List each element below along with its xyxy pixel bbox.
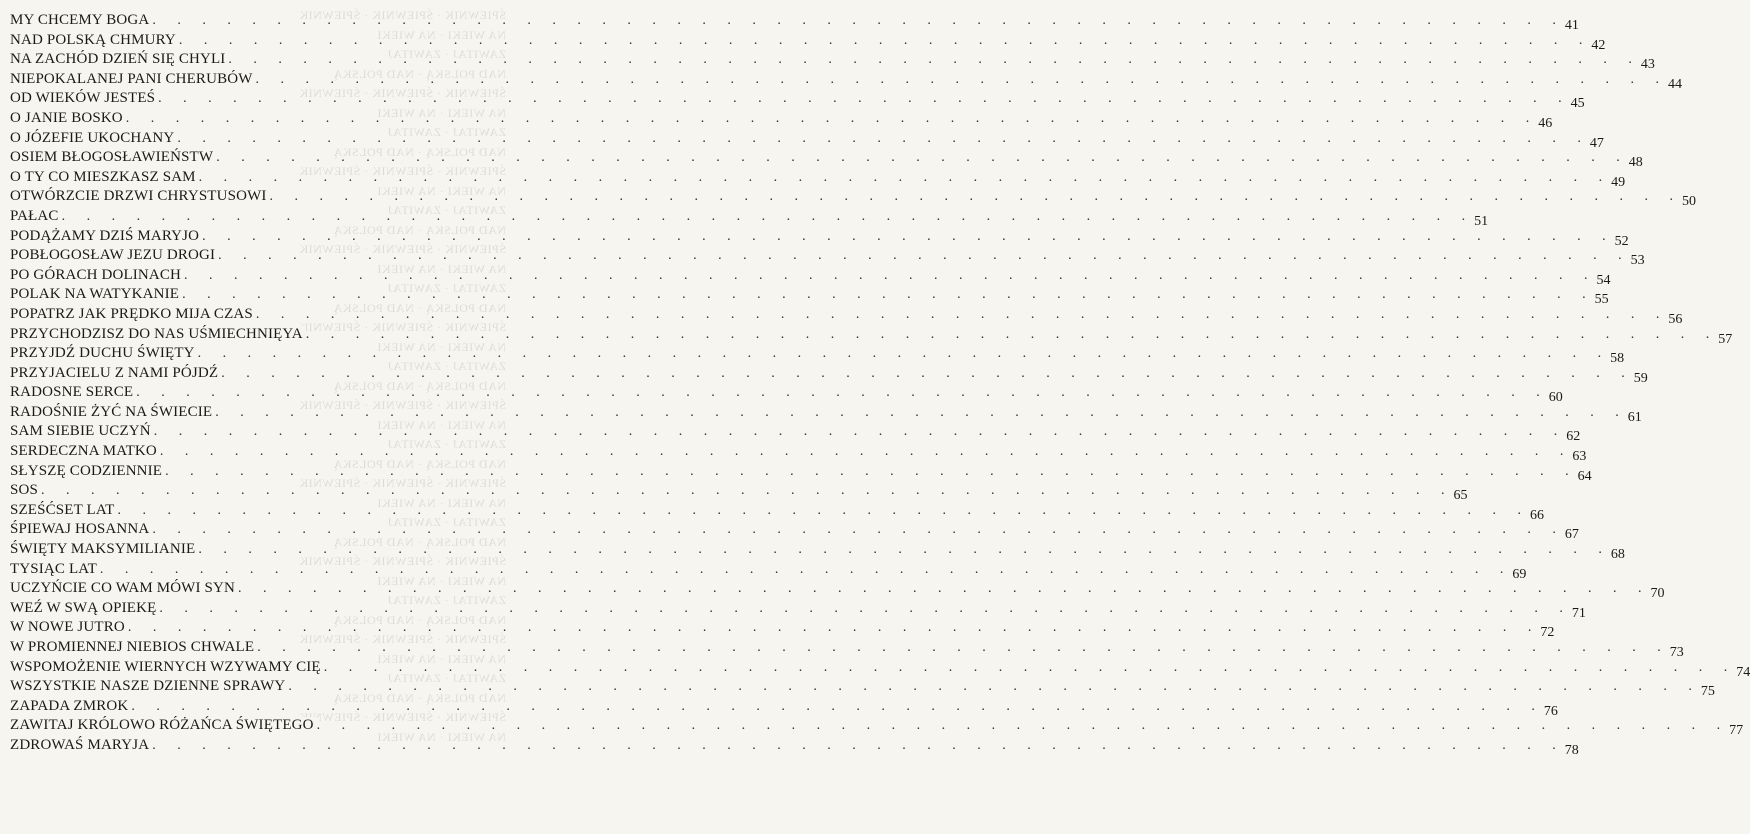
song-title: POLAK NA WATYKANIE — [10, 286, 182, 303]
dot-leader — [198, 346, 1611, 362]
song-title: OD WIEKÓW JESTEŚ — [10, 90, 158, 107]
index-entry — [10, 736, 1579, 758]
page-number: 47 — [1589, 135, 1604, 151]
index-entry — [10, 12, 1579, 33]
dot-leader — [228, 52, 1641, 68]
page-number: 69 — [1512, 566, 1527, 582]
dot-leader — [152, 13, 1565, 29]
index-entry — [10, 207, 1489, 229]
dot-leader — [136, 385, 1549, 401]
index-entry — [10, 345, 1625, 367]
bleed-through-text: ŚPIEWNIK · ŚPIEWNIK · ŚPIEWNIK NA WIEKI · NA WIEKI ZAWITAJ · ZAWITAJ NAD POLSKĄ · NAD POLSKĄ ŚPIEWNIK · ŚPIEWNIK · ŚPIEWNIK NA WIEKI · NA WIEKI ZAWITAJ · ZAWITAJ NAD POLSKĄ · NAD POLSKĄ ŚPIEWNIK · ŚPIEWNIK · ŚPIEWNIK NA WIEKI · NA WIEKI ZAWITAJ · ZAWITAJ NAD POLSKĄ · NAD POLSKĄ ŚPIEWNIK · ŚPIEWNIK · ŚPIEWNIK NA WIEKI · NA WIEKI ZAWITAJ · ZAWITAJ NAD POLSKĄ · NAD POLSKĄ ŚPIEWNIK · ŚPIEWNIK · ŚPIEWNIK NA WIEKI · NA WIEKI ZAWITAJ · ZAWITAJ NAD POLSKĄ · NAD POLSKĄ ŚPIEWNIK · ŚPIEWNIK · ŚPIEWNIK NA WIEKI · NA WIEKI ZAWITAJ · ZAWITAJ NAD POLSKĄ · NAD POLSKĄ ŚPIEWNIK · ŚPIEWNIK · ŚPIEWNIK NA WIEKI · NA WIEKI ZAWITAJ · ZAWITAJ NAD POLSKĄ · NAD POLSKĄ ŚPIEWNIK · ŚPIEWNIK · ŚPIEWNIK NA WIEKI · NA WIEKI ZAWITAJ · ZAWITAJ NAD POLSKĄ · NAD POLSKĄ ŚPIEWNIK · ŚPIEWNIK · ŚPIEWNIK NA WIEKI · NA WIEKI ZAWITAJ · ZAWITAJ NAD POLSKĄ · NAD POLSKĄ ŚPIEWNIK · ŚPIEWNIK · ŚPIEWNIK NA WIEKI · NA WIEKI — [299, 8, 506, 744]
song-title: PAŁAC — [10, 208, 62, 225]
song-title: O TY CO MIESZKASZ SAM — [10, 169, 199, 186]
song-title: O JÓZEFIE UKOCHANY — [10, 130, 177, 147]
song-title: W NOWE JUTRO — [10, 619, 128, 636]
song-title: ŚPIEWAJ HOSANNA — [10, 521, 152, 538]
song-title: PRZYJDŹ DUCHU ŚWIĘTY — [10, 345, 198, 362]
index-entry — [10, 286, 1609, 308]
dot-leader — [152, 738, 1565, 754]
index-entry — [10, 70, 1683, 92]
song-title: UCZYŃCIE CO WAM MÓWI SYN — [10, 580, 238, 597]
page-number: 57 — [1718, 331, 1733, 347]
page-number: 45 — [1570, 96, 1585, 112]
dot-leader — [160, 444, 1573, 460]
page-number: 65 — [1453, 488, 1468, 504]
page-number: 77 — [1729, 723, 1744, 739]
page-number: 64 — [1577, 468, 1592, 484]
song-title: RADOSNE SERCE — [10, 384, 136, 401]
dot-leader — [117, 503, 1530, 519]
song-title: SŁYSZĘ CODZIENNIE — [10, 463, 165, 480]
index-entry — [10, 51, 1655, 73]
dot-leader — [131, 699, 1544, 715]
dot-leader — [184, 268, 1597, 284]
song-title: NIEPOKALANEJ PANI CHERUBÓW — [10, 71, 256, 88]
index-entry — [10, 599, 1586, 621]
index-entry — [10, 364, 1648, 386]
song-title: NA ZACHÓD DZIEŃ SIĘ CHYLI — [10, 51, 228, 68]
dot-leader — [215, 405, 1628, 421]
song-title: ZAWITAJ KRÓLOWO RÓŻAŃCA ŚWIĘTEGO — [10, 717, 317, 734]
song-title: WEŹ W SWĄ OPIEKĘ — [10, 600, 159, 617]
page-number: 67 — [1564, 527, 1579, 543]
dot-leader — [270, 189, 1683, 205]
song-title: SOS — [10, 482, 41, 499]
index-entry — [10, 129, 1604, 151]
dot-leader — [288, 679, 1701, 695]
page-number: 63 — [1572, 449, 1587, 465]
page-number: 62 — [1566, 429, 1581, 445]
song-title: ZDROWAŚ MARYJA — [10, 737, 152, 754]
dot-leader — [218, 248, 1631, 264]
index-entry — [10, 697, 1558, 719]
page-number: 51 — [1474, 213, 1489, 229]
song-title: O JANIE BOSKO — [10, 110, 126, 127]
index-entry — [10, 639, 1684, 660]
song-title: PODĄŻAMY DZIŚ MARYJO — [10, 228, 202, 245]
dot-leader — [257, 640, 1670, 656]
index-entry — [10, 658, 1750, 680]
page-number: 43 — [1640, 57, 1655, 73]
page-number: 58 — [1610, 351, 1625, 367]
dot-leader — [324, 660, 1737, 676]
page-number: 68 — [1610, 547, 1625, 563]
index-entry — [10, 31, 1606, 53]
index-entry — [10, 443, 1587, 465]
index-entry — [10, 188, 1697, 210]
page-number: 59 — [1633, 370, 1648, 386]
song-title: MY CHCEMY BOGA — [10, 12, 152, 29]
song-title: ZAPADA ZMROK — [10, 698, 131, 715]
dot-leader — [317, 718, 1730, 734]
song-title: POBŁOGOSŁAW JEZU DROGI — [10, 247, 218, 264]
dot-leader — [152, 522, 1565, 538]
song-title: ŚWIĘTY MAKSYMILIANIE — [10, 541, 198, 558]
page-number: 74 — [1736, 664, 1750, 680]
song-title: POPATRZ JAK PRĘDKO MIJA CZAS — [10, 306, 256, 323]
dot-leader — [198, 542, 1611, 558]
song-title: NAD POLSKĄ CHMURY — [10, 32, 179, 49]
index-entry — [10, 149, 1643, 171]
index-entry — [10, 90, 1585, 112]
page-number: 76 — [1543, 703, 1558, 719]
page-number: 61 — [1627, 409, 1642, 425]
page-number: 55 — [1594, 292, 1609, 308]
index-entry — [10, 678, 1715, 700]
index-entry — [10, 168, 1626, 190]
dot-leader — [199, 170, 1612, 186]
song-index-list — [10, 12, 1750, 758]
index-entry — [10, 247, 1645, 269]
song-title: SERDECZNA MATKO — [10, 443, 160, 460]
dot-leader — [216, 150, 1629, 166]
song-title: OSIEM BŁOGOSŁAWIEŃSTW — [10, 149, 216, 166]
song-title: RADOŚNIE ŻYĆ NA ŚWIECIE — [10, 404, 215, 421]
page-number: 44 — [1668, 76, 1683, 92]
dot-leader — [154, 424, 1567, 440]
index-entry — [10, 423, 1581, 445]
dot-leader — [238, 581, 1651, 597]
index-entry — [10, 403, 1642, 425]
dot-leader — [158, 91, 1571, 107]
index-entry — [10, 305, 1683, 327]
dot-leader — [177, 131, 1590, 147]
page-number: 73 — [1669, 645, 1684, 660]
page-number: 72 — [1540, 625, 1555, 641]
page-number: 52 — [1614, 233, 1629, 249]
song-title: OTWÓRZCIE DRZWI CHRYSTUSOWI — [10, 188, 270, 205]
index-entry — [10, 325, 1733, 347]
page-number: 49 — [1611, 174, 1626, 190]
dot-leader — [165, 464, 1578, 480]
index-entry — [10, 717, 1744, 739]
page-number: 42 — [1591, 37, 1606, 53]
dot-leader — [100, 562, 1513, 578]
dot-leader — [159, 601, 1572, 617]
dot-leader — [256, 307, 1669, 323]
page-number: 56 — [1668, 311, 1683, 327]
index-entry — [10, 384, 1563, 406]
page-number: 53 — [1630, 253, 1645, 269]
index-entry — [10, 541, 1625, 563]
index-entry — [10, 560, 1527, 582]
page-number: 48 — [1628, 155, 1643, 171]
page-number: 71 — [1571, 605, 1586, 621]
page-number: 54 — [1596, 272, 1611, 288]
page-number: 66 — [1529, 507, 1544, 523]
page-number: 75 — [1700, 684, 1715, 700]
index-entry — [10, 227, 1629, 249]
song-title: WSPOMOŻENIE WIERNYCH WZYWAMY CIĘ — [10, 659, 324, 676]
index-entry — [10, 109, 1553, 131]
page-number: 60 — [1548, 390, 1563, 406]
index-entry — [10, 482, 1468, 504]
page-number: 50 — [1682, 194, 1697, 210]
dot-leader — [202, 229, 1615, 245]
index-entry — [10, 501, 1544, 523]
index-entry — [10, 619, 1555, 641]
page-number: 70 — [1650, 586, 1665, 602]
dot-leader — [62, 209, 1475, 225]
song-title: W PROMIENNEJ NIEBIOS CHWALE — [10, 639, 257, 656]
page-number: 78 — [1564, 742, 1579, 758]
song-title: PO GÓRACH DOLINACH — [10, 267, 184, 284]
index-entry — [10, 462, 1592, 484]
song-title: PRZYJACIELU Z NAMI PÓJDŹ — [10, 365, 221, 382]
song-title: TYSIĄC LAT — [10, 561, 100, 578]
song-title: SZEŚĆSET LAT — [10, 502, 117, 519]
dot-leader — [221, 366, 1634, 382]
song-title: PRZYCHODZISZ DO NAS UŚMIECHNIĘYA — [10, 326, 306, 343]
dot-leader — [182, 287, 1595, 303]
dot-leader — [126, 111, 1539, 127]
dot-leader — [128, 620, 1541, 636]
dot-leader — [306, 327, 1719, 343]
index-entry — [10, 580, 1665, 602]
song-title: WSZYSTKIE NASZE DZIENNE SPRAWY — [10, 678, 288, 695]
page-number: 41 — [1564, 18, 1579, 33]
index-entry — [10, 521, 1579, 543]
dot-leader — [256, 72, 1669, 88]
dot-leader — [41, 483, 1454, 499]
page-number: 46 — [1538, 115, 1553, 131]
index-entry — [10, 266, 1611, 288]
dot-leader — [179, 33, 1592, 49]
song-title: SAM SIEBIE UCZYŃ — [10, 423, 154, 440]
